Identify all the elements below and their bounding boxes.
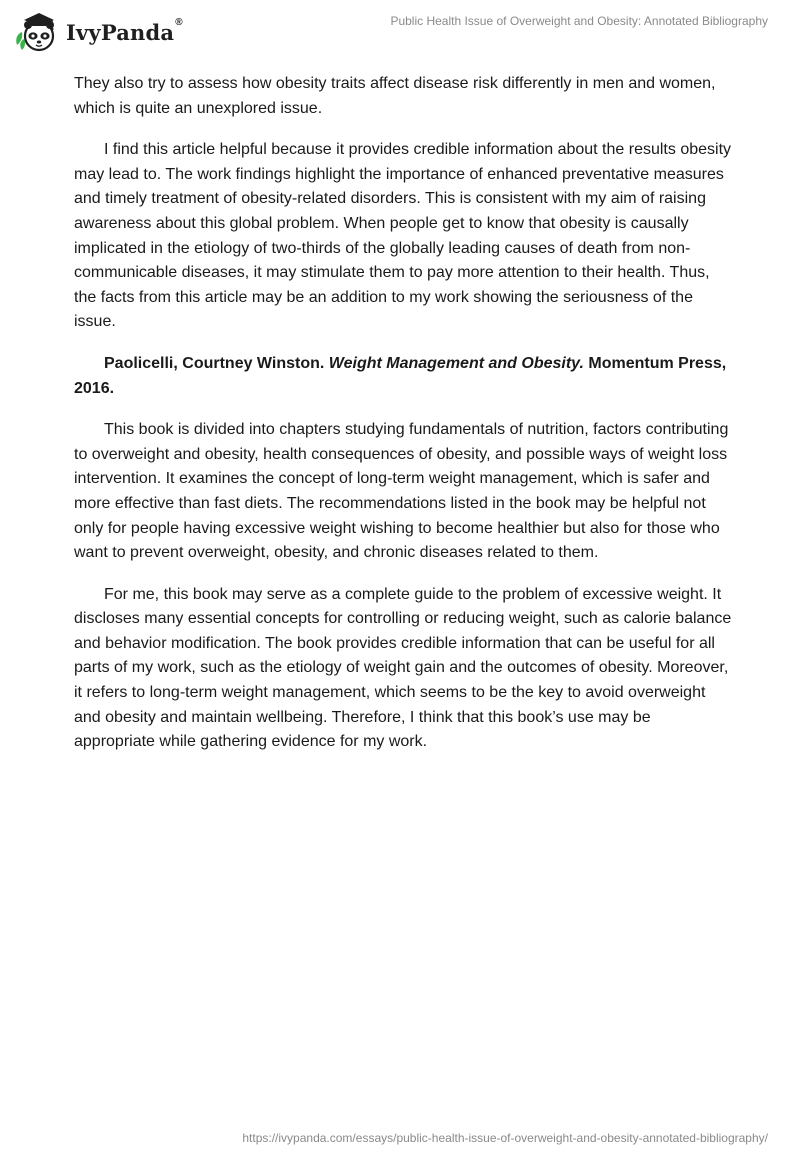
page-header <box>0 0 800 62</box>
body-paragraph: For me, this book may serve as a complete guide to the problem of excessive weight. It discloses many essential concepts for controlling or reducing weight, such as calorie balance and behavior modification. The book provides credible information that can be useful for all parts of my work, such as the etiology of weight gain and the outcomes of obesity. Moreover, it refers to long-term weight management, which seems to be the key to avoid overweight and obesity and maintain wellbeing. Therefore, I think that this book’s use may be appropriate while gathering evidence for my work. <box>74 585 732 751</box>
document-body <box>74 72 734 772</box>
citation-publisher: Momentum Press, 2016. <box>74 354 727 397</box>
ivypanda-logo[interactable] <box>14 9 183 53</box>
body-paragraph: I find this article helpful because it provides credible information about the results obesity may lead to. The work findings highlight the importance of enhanced preventative measures and timely treatment of obesity-related disorders. This is consistent with my aim of raising awareness about this global problem. When people get to know that obesity is causally implicated in the etiology of two-thirds of the globally leading causes of death from non-communicable diseases, it may stimulate them to pay more attention to their health. Thus, the facts from this article may be an addition to my work showing the seriousness of the issue. <box>74 141 732 331</box>
document-title: Public Health Issue of Overweight and Obesity: Annotated Bibliography <box>390 14 768 28</box>
logo-wordmark: IvyPanda® <box>66 16 183 45</box>
bibliography-citation <box>74 352 734 401</box>
source-url-link[interactable]: https://ivypanda.com/essays/public-health-issue-of-overweight-and-obesity-annotated-bibliography/ <box>242 1131 768 1145</box>
body-paragraph: This book is divided into chapters studying fundamentals of nutrition, factors contributing to overweight and obesity, health consequences of obesity, and possible ways of weight loss intervention. It examines the concept of long-term weight management, which is safer and more effective than fast diets. The recommendations listed in the book may be helpful not only for people having excessive weight wishing to become healthier but also for those who want to prevent overweight, obesity, and chronic diseases related to them. <box>74 421 729 562</box>
citation-authors: Paolicelli, Courtney Winston. <box>104 354 329 372</box>
panda-graduation-cap-icon <box>14 9 60 53</box>
citation-title: Weight Management and Obesity. <box>328 354 584 372</box>
body-paragraph: They also try to assess how obesity traits affect disease risk differently in men and women, which is quite an unexplored issue. <box>74 75 716 117</box>
registered-mark: ® <box>175 16 183 28</box>
